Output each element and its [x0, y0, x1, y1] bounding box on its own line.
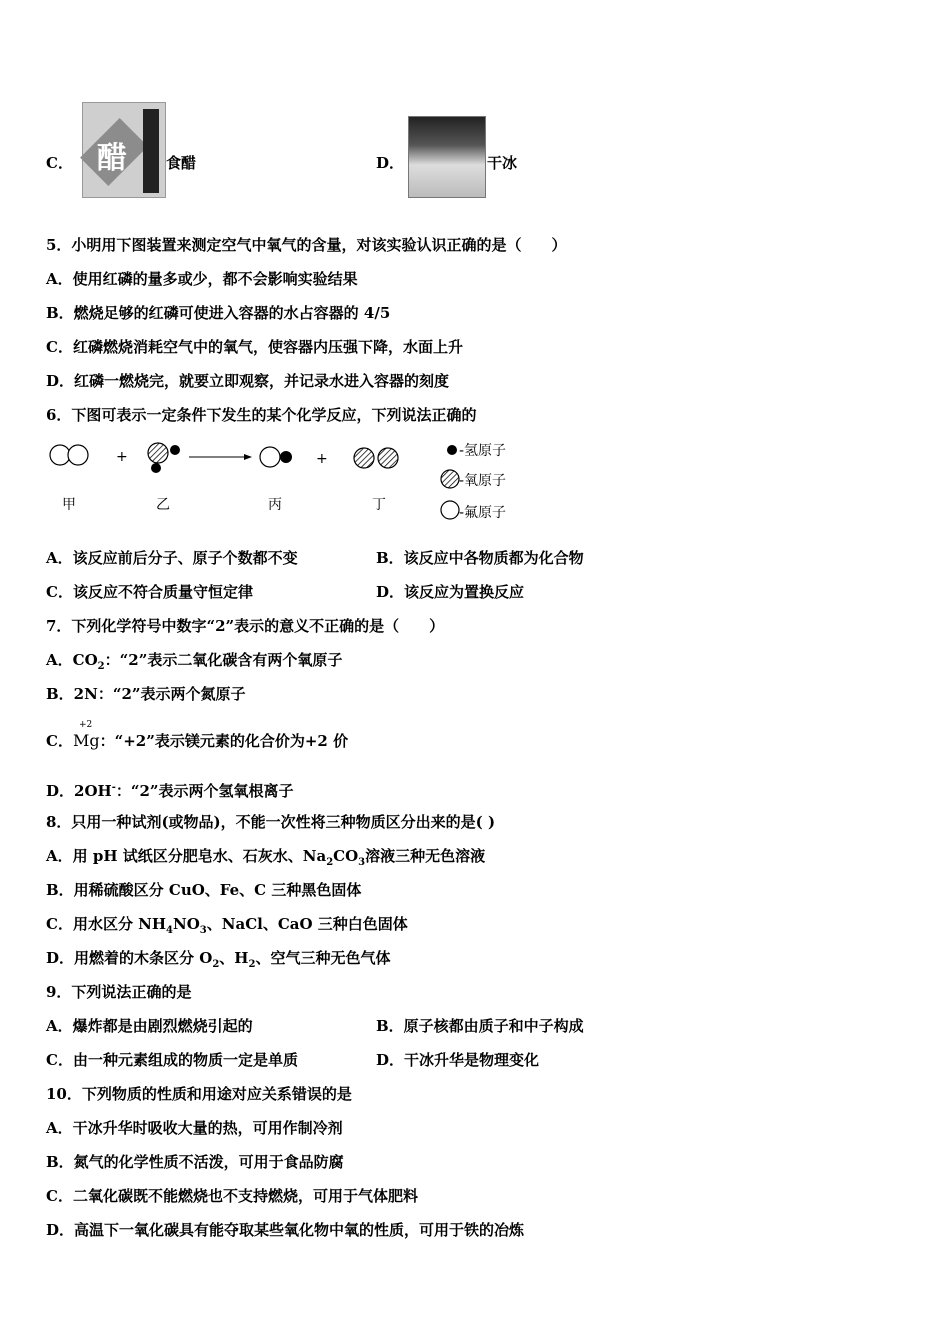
fluorine-legend-icon: [441, 501, 459, 519]
dry-ice-image: [408, 116, 486, 198]
mg-symbol: +2 Mg: [72, 720, 100, 750]
q5-stem: 5．小明用下图装置来测定空气中氧气的含量，对该实验认识正确的是（ ）: [46, 236, 567, 254]
option-c-text: 食醋: [166, 154, 197, 172]
q8-stem: 8．只用一种试剂(或物品)，不能一次性将三种物质区分出来的是( ): [46, 813, 496, 831]
option-d-label: D．: [376, 154, 405, 172]
q9-option-c: C．由一种元素组成的物质一定是单质: [46, 1051, 298, 1069]
legend-hydrogen: -氢原子: [459, 443, 507, 459]
molecule-yi: [148, 443, 180, 473]
reaction-arrow: [244, 454, 252, 460]
q7-stem: 7．下列化学符号中数字“2”表示的意义不正确的是（ ）: [46, 617, 445, 635]
q7-option-b: B．2N：“2”表示两个氮原子: [46, 685, 246, 703]
q5-option-c: C．红磷燃烧消耗空气中的氧气，使容器内压强下降，水面上升: [46, 338, 463, 356]
option-d-text: 干冰: [487, 154, 518, 172]
q9-option-d: D．干冰升华是物理变化: [376, 1051, 540, 1069]
q6-option-b: B．该反应中各物质都为化合物: [376, 549, 584, 567]
q8-option-b: B．用稀硫酸区分 CuO、Fe、C 三种黑色固体: [46, 881, 362, 899]
label-ding: 丁: [372, 497, 386, 513]
option-c-label: C．: [46, 154, 73, 172]
q6-option-a: A．该反应前后分子、原子个数都不变: [46, 549, 298, 567]
label-jia: 甲: [62, 497, 76, 513]
vinegar-image: [82, 102, 166, 198]
q9-option-b: B．原子核都由质子和中子构成: [376, 1017, 584, 1035]
q10-option-d: D．高温下一氧化碳具有能夺取某些氧化物中氧的性质，可用于铁的冶炼: [46, 1221, 525, 1239]
molecule-bing: [260, 447, 292, 467]
legend: [441, 443, 506, 521]
legend-fluorine: -氟原子: [459, 505, 507, 521]
reaction-diagram: [46, 437, 566, 529]
hydrogen-legend-icon: [447, 445, 457, 455]
molecule-jia: [50, 445, 88, 465]
q7-option-c: C． +2 Mg：“+2”表示镁元素的化合价为+2 价: [46, 720, 349, 750]
plus-sign-1: +: [116, 449, 128, 465]
legend-oxygen: -氧原子: [459, 473, 507, 489]
q10-option-a: A．干冰升华时吸收大量的热，可用作制冷剂: [46, 1119, 343, 1137]
q5-option-d: D．红磷一燃烧完，就要立即观察，并记录水进入容器的刻度: [46, 372, 450, 390]
q10-stem: 10．下列物质的性质和用途对应关系错误的是: [46, 1085, 352, 1103]
q8-option-a: A．用 pH 试纸区分肥皂水、石灰水、$Na_2CO_3$溶液三种无色溶液: [46, 847, 486, 868]
molecule-ding: [354, 448, 398, 468]
oxygen-legend-icon: [441, 470, 459, 488]
q10-option-c: C．二氧化碳既不能燃烧也不支持燃烧，可用于气体肥料: [46, 1187, 418, 1205]
q9-stem: 9．下列说法正确的是: [46, 983, 192, 1001]
q7-option-a: A．$CO_2$：“2”表示二氧化碳含有两个氧原子: [46, 651, 343, 672]
q6-option-c: C．该反应不符合质量守恒定律: [46, 583, 253, 601]
label-yi: 乙: [156, 497, 170, 513]
q7-option-d: D．2OH-：“2”表示两个氢氧根离子: [46, 782, 294, 800]
plus-sign-2: +: [316, 451, 328, 467]
q6-option-d: D．该反应为置换反应: [376, 583, 525, 601]
q5-option-b: B．燃烧足够的红磷可使进入容器的水占容器的 4/5: [46, 304, 391, 322]
q9-option-a: A．爆炸都是由剧烈燃烧引起的: [46, 1017, 253, 1035]
q8-option-c: C．用水区分 $NH_4NO_3$、NaCl、CaO 三种白色固体: [46, 915, 408, 936]
q8-option-d: D．用燃着的木条区分 $O_2$、$H_2$、空气三种无色气体: [46, 949, 391, 970]
q10-option-b: B．氮气的化学性质不活泼，可用于食品防腐: [46, 1153, 344, 1171]
q5-option-a: A．使用红磷的量多或少，都不会影响实验结果: [46, 270, 358, 288]
label-bing: 丙: [268, 497, 282, 513]
q6-stem: 6．下图可表示一定条件下发生的某个化学反应，下列说法正确的: [46, 406, 477, 424]
vinegar-glyph: 醋: [97, 141, 127, 176]
